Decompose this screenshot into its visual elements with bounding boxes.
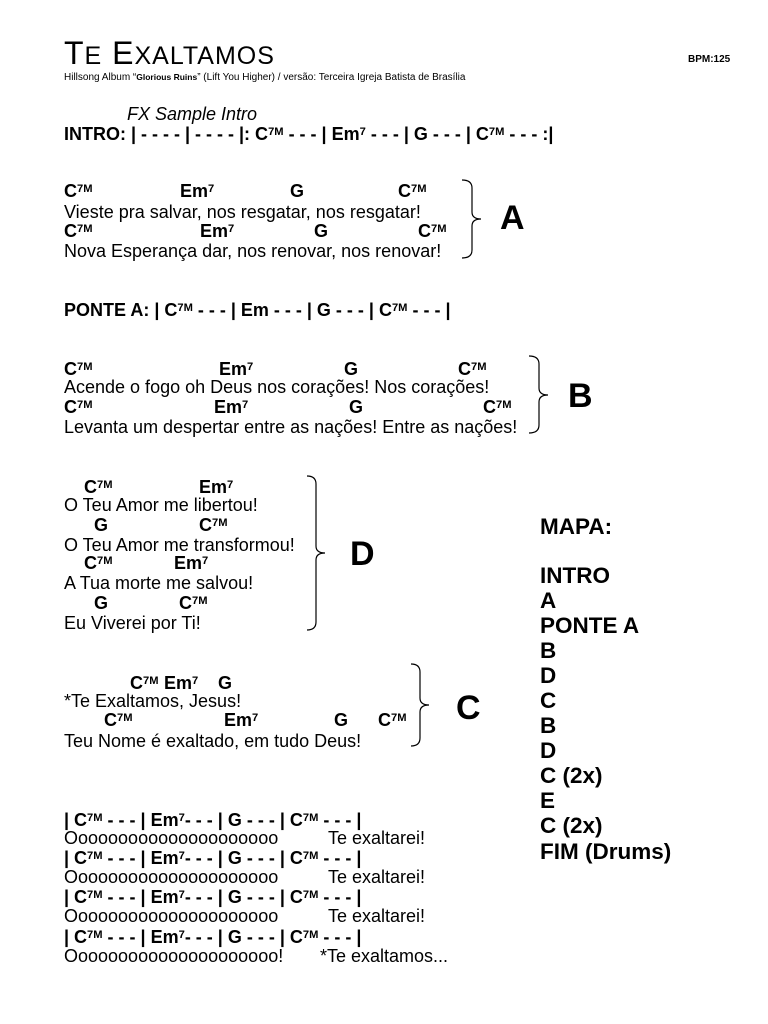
chord bbox=[344, 359, 358, 379]
map-item: B bbox=[540, 713, 557, 738]
chord bbox=[174, 553, 208, 573]
title-word bbox=[112, 35, 275, 71]
chord-line bbox=[0, 553, 768, 573]
chord-extension: 7M bbox=[87, 928, 103, 941]
response-text: Te exaltarei! bbox=[328, 867, 426, 887]
title-rest: E bbox=[84, 42, 103, 70]
chord-extension: 7M bbox=[302, 888, 319, 901]
bar-text: | C bbox=[64, 927, 88, 947]
outro-bars bbox=[64, 927, 361, 947]
lyric-line: Eu Viverei por Ti! bbox=[64, 613, 201, 633]
bar-text: - - - :| bbox=[504, 124, 554, 144]
ponte-a-bars bbox=[64, 300, 451, 320]
map-item: C (2x) bbox=[540, 763, 603, 788]
chord-root: C bbox=[199, 515, 212, 535]
chord-extension: 7 bbox=[228, 222, 235, 235]
chord-extension: 7M bbox=[302, 849, 319, 862]
chord-root: Em bbox=[174, 553, 203, 573]
subtitle-prefix: Hillsong Album “ bbox=[64, 72, 137, 83]
outro-vocal-line bbox=[0, 867, 768, 887]
bar-text: - - - | Em - - - | G - - - | C bbox=[192, 300, 392, 320]
chord bbox=[64, 359, 93, 379]
chord-extension: 7M bbox=[77, 222, 93, 235]
outro-bars bbox=[64, 848, 361, 868]
chord-root: Em bbox=[164, 673, 193, 693]
song-subtitle bbox=[64, 71, 465, 84]
chord-extension: 7M bbox=[391, 301, 408, 314]
chord bbox=[180, 181, 214, 201]
chord-root: C bbox=[104, 710, 117, 730]
lyric-line: Vieste pra salvar, nos resgatar, nos resgatar! bbox=[64, 202, 421, 222]
chord-extension: 7 bbox=[202, 554, 209, 567]
chord-extension: 7 bbox=[178, 811, 185, 824]
chord-extension: 7M bbox=[302, 928, 319, 941]
bar-text: - - - | Em bbox=[102, 887, 179, 907]
chord-extension: 7M bbox=[471, 360, 487, 373]
bar-text: - - - | G - - - | C bbox=[365, 124, 489, 144]
chord-root: C bbox=[179, 593, 192, 613]
chord-extension: 7M bbox=[77, 182, 93, 195]
map-item: D bbox=[540, 738, 557, 763]
lyric-line: Teu Nome é exaltado, em tudo Deus! bbox=[64, 731, 362, 751]
map-item: C (2x) bbox=[540, 813, 603, 838]
vocal-text: Ooooooooooooooooooooo bbox=[64, 828, 279, 848]
chord-extension: 7 bbox=[252, 711, 259, 724]
chord-root: C bbox=[84, 553, 97, 573]
chord-extension: 7 bbox=[242, 398, 249, 411]
chord-root: Em bbox=[224, 710, 253, 730]
chord bbox=[84, 553, 113, 573]
bar-text: - - - | bbox=[407, 300, 451, 320]
song-title bbox=[64, 33, 275, 73]
bar-text: - - - | Em bbox=[102, 810, 179, 830]
chord bbox=[64, 181, 93, 201]
chord-root: G bbox=[94, 593, 109, 613]
outro-bars bbox=[64, 887, 361, 907]
chord bbox=[214, 397, 248, 417]
bpm-label: BPM:125 bbox=[688, 54, 731, 65]
chord bbox=[224, 710, 258, 730]
chord-root: G bbox=[344, 359, 359, 379]
lyric-line: A Tua morte me salvou! bbox=[64, 573, 254, 593]
chord-extension: 7 bbox=[227, 478, 234, 491]
title-initial: E bbox=[112, 35, 135, 71]
response-text: Te exaltarei! bbox=[328, 828, 426, 848]
chord-line bbox=[0, 359, 768, 379]
outro-vocal-line bbox=[0, 906, 768, 926]
map-item: FIM (Drums) bbox=[540, 839, 672, 864]
chord-extension: 7 bbox=[178, 849, 185, 862]
bar-text: - - - | G - - - | C bbox=[184, 848, 303, 868]
chord bbox=[200, 221, 234, 241]
outro-vocal-line bbox=[0, 828, 768, 848]
bar-text: - - - | G - - - | C bbox=[184, 810, 303, 830]
section-label-b: B bbox=[568, 377, 593, 415]
response-text: *Te exaltamos... bbox=[320, 946, 449, 966]
chord-extension: 7M bbox=[117, 711, 133, 724]
map-item: E bbox=[540, 788, 556, 813]
bar-text: PONTE A: | C bbox=[64, 300, 178, 320]
chord bbox=[378, 710, 407, 730]
bar-text: - - - | Em bbox=[102, 848, 179, 868]
lyric-line: Acende o fogo oh Deus nos corações! Nos corações! bbox=[64, 377, 490, 397]
intro-bars bbox=[64, 124, 553, 144]
subtitle-suffix: ” (Lift You Higher) / versão: Terceira Igreja Batista de Brasília bbox=[197, 72, 466, 83]
chord-root: G bbox=[314, 221, 329, 241]
intro-note: FX Sample Intro bbox=[127, 104, 258, 124]
chord bbox=[64, 221, 93, 241]
chord-line bbox=[0, 221, 768, 241]
chord-line bbox=[0, 397, 768, 417]
chord-root: Em bbox=[199, 477, 228, 497]
chord bbox=[84, 477, 113, 497]
lyric-line: O Teu Amor me transformou! bbox=[64, 535, 295, 555]
chord bbox=[104, 710, 133, 730]
chord-extension: 7M bbox=[431, 222, 447, 235]
bar-text: | C bbox=[64, 887, 88, 907]
chord-root: C bbox=[378, 710, 391, 730]
chord bbox=[418, 221, 447, 241]
chord-extension: 7 bbox=[192, 674, 199, 687]
chord-line bbox=[0, 477, 768, 497]
lyric-line: Levanta um despertar entre as nações! Entre as nações! bbox=[64, 417, 518, 437]
chord bbox=[219, 359, 253, 379]
title-word bbox=[64, 35, 102, 71]
chord bbox=[199, 515, 228, 535]
map-item: D bbox=[540, 663, 557, 688]
chord-extension: 7M bbox=[496, 398, 512, 411]
title-rest: XALTAMOS bbox=[134, 42, 275, 70]
map-item: INTRO bbox=[540, 563, 610, 588]
chord-extension: 7M bbox=[77, 360, 93, 373]
lyric-line: *Te Exaltamos, Jesus! bbox=[64, 691, 242, 711]
chord-extension: 7M bbox=[87, 811, 103, 824]
chord-extension: 7M bbox=[177, 301, 193, 314]
chord-root: C bbox=[64, 181, 77, 201]
chord bbox=[398, 181, 427, 201]
chord-extension: 7M bbox=[87, 888, 103, 901]
bar-text: - - - | Em bbox=[102, 927, 179, 947]
bar-text: INTRO: | - - - - | - - - - |: C bbox=[64, 124, 269, 144]
chord-extension: 7 bbox=[178, 928, 185, 941]
bar-text: - - - | bbox=[318, 848, 362, 868]
chord-line bbox=[0, 673, 768, 693]
bar-text: - - - | bbox=[318, 887, 362, 907]
album-name: Glorious Ruins bbox=[136, 72, 198, 82]
map-item: B bbox=[540, 638, 557, 663]
chord-line bbox=[0, 593, 768, 613]
chord bbox=[130, 673, 159, 693]
chord bbox=[218, 673, 232, 693]
chord-extension: 7M bbox=[192, 594, 208, 607]
outro-bars bbox=[64, 810, 361, 830]
chord bbox=[64, 397, 93, 417]
chord-extension: 7 bbox=[359, 125, 366, 138]
chord bbox=[94, 593, 108, 613]
chord-root: Em bbox=[219, 359, 248, 379]
chord bbox=[199, 477, 233, 497]
chord-root: C bbox=[398, 181, 411, 201]
chord-root: C bbox=[84, 477, 97, 497]
chord-extension: 7 bbox=[247, 360, 254, 373]
chord-extension: 7 bbox=[178, 888, 185, 901]
map-item: C bbox=[540, 688, 557, 713]
chord bbox=[94, 515, 108, 535]
chord-root: C bbox=[483, 397, 496, 417]
map-item: PONTE A bbox=[540, 613, 640, 638]
chord bbox=[349, 397, 363, 417]
chord-extension: 7M bbox=[77, 398, 93, 411]
bar-text: - - - | G - - - | C bbox=[184, 927, 303, 947]
chord bbox=[483, 397, 512, 417]
chord-extension: 7M bbox=[212, 516, 228, 529]
chord-extension: 7M bbox=[268, 125, 284, 138]
lyric-line: O Teu Amor me libertou! bbox=[64, 495, 258, 515]
chord-root: C bbox=[64, 359, 77, 379]
bar-text: - - - | bbox=[318, 810, 362, 830]
bar-text: - - - | G - - - | C bbox=[184, 887, 303, 907]
chord-root: Em bbox=[180, 181, 209, 201]
chord-root: C bbox=[64, 397, 77, 417]
chord-root: C bbox=[130, 673, 143, 693]
outro-vocal-line bbox=[0, 946, 768, 966]
chord-line bbox=[0, 181, 768, 201]
chord-extension: 7M bbox=[488, 125, 505, 138]
title-initial: T bbox=[64, 35, 85, 71]
chord-root: C bbox=[418, 221, 431, 241]
bar-text: - - - | bbox=[318, 927, 362, 947]
chord-extension: 7M bbox=[143, 674, 159, 687]
map-item: A bbox=[540, 588, 557, 613]
chord-root: G bbox=[218, 673, 233, 693]
chord-root: C bbox=[64, 221, 77, 241]
bar-text: | C bbox=[64, 810, 88, 830]
chord bbox=[458, 359, 487, 379]
bar-text: | C bbox=[64, 848, 88, 868]
chord bbox=[290, 181, 304, 201]
chord-extension: 7M bbox=[391, 711, 407, 724]
chord bbox=[334, 710, 348, 730]
section-label-d: D bbox=[350, 535, 375, 573]
chord-extension: 7M bbox=[87, 849, 103, 862]
response-text: Te exaltarei! bbox=[328, 906, 426, 926]
chord-root: Em bbox=[200, 221, 229, 241]
chord-root: G bbox=[349, 397, 364, 417]
chord-root: G bbox=[334, 710, 349, 730]
section-label-c: C bbox=[456, 689, 481, 727]
chord-line bbox=[0, 710, 768, 730]
lyric-line: Nova Esperança dar, nos renovar, nos renovar! bbox=[64, 241, 442, 261]
chord-extension: 7 bbox=[208, 182, 215, 195]
chord bbox=[164, 673, 198, 693]
chord-extension: 7M bbox=[411, 182, 427, 195]
vocal-text: Ooooooooooooooooooooo bbox=[64, 906, 279, 926]
vocal-text: Ooooooooooooooooooooo! bbox=[64, 946, 284, 966]
vocal-text: Ooooooooooooooooooooo bbox=[64, 867, 279, 887]
section-label-a: A bbox=[500, 199, 525, 237]
chord-root: C bbox=[458, 359, 471, 379]
chord-line bbox=[0, 515, 768, 535]
bar-text: - - - | Em bbox=[283, 124, 360, 144]
chord-root: G bbox=[290, 181, 305, 201]
map-title: MAPA: bbox=[540, 514, 613, 539]
chord-extension: 7M bbox=[97, 554, 113, 567]
chord-root: G bbox=[94, 515, 109, 535]
chord-root: Em bbox=[214, 397, 243, 417]
chord-extension: 7M bbox=[97, 478, 113, 491]
chord bbox=[314, 221, 328, 241]
chord bbox=[179, 593, 208, 613]
chord-extension: 7M bbox=[302, 811, 319, 824]
